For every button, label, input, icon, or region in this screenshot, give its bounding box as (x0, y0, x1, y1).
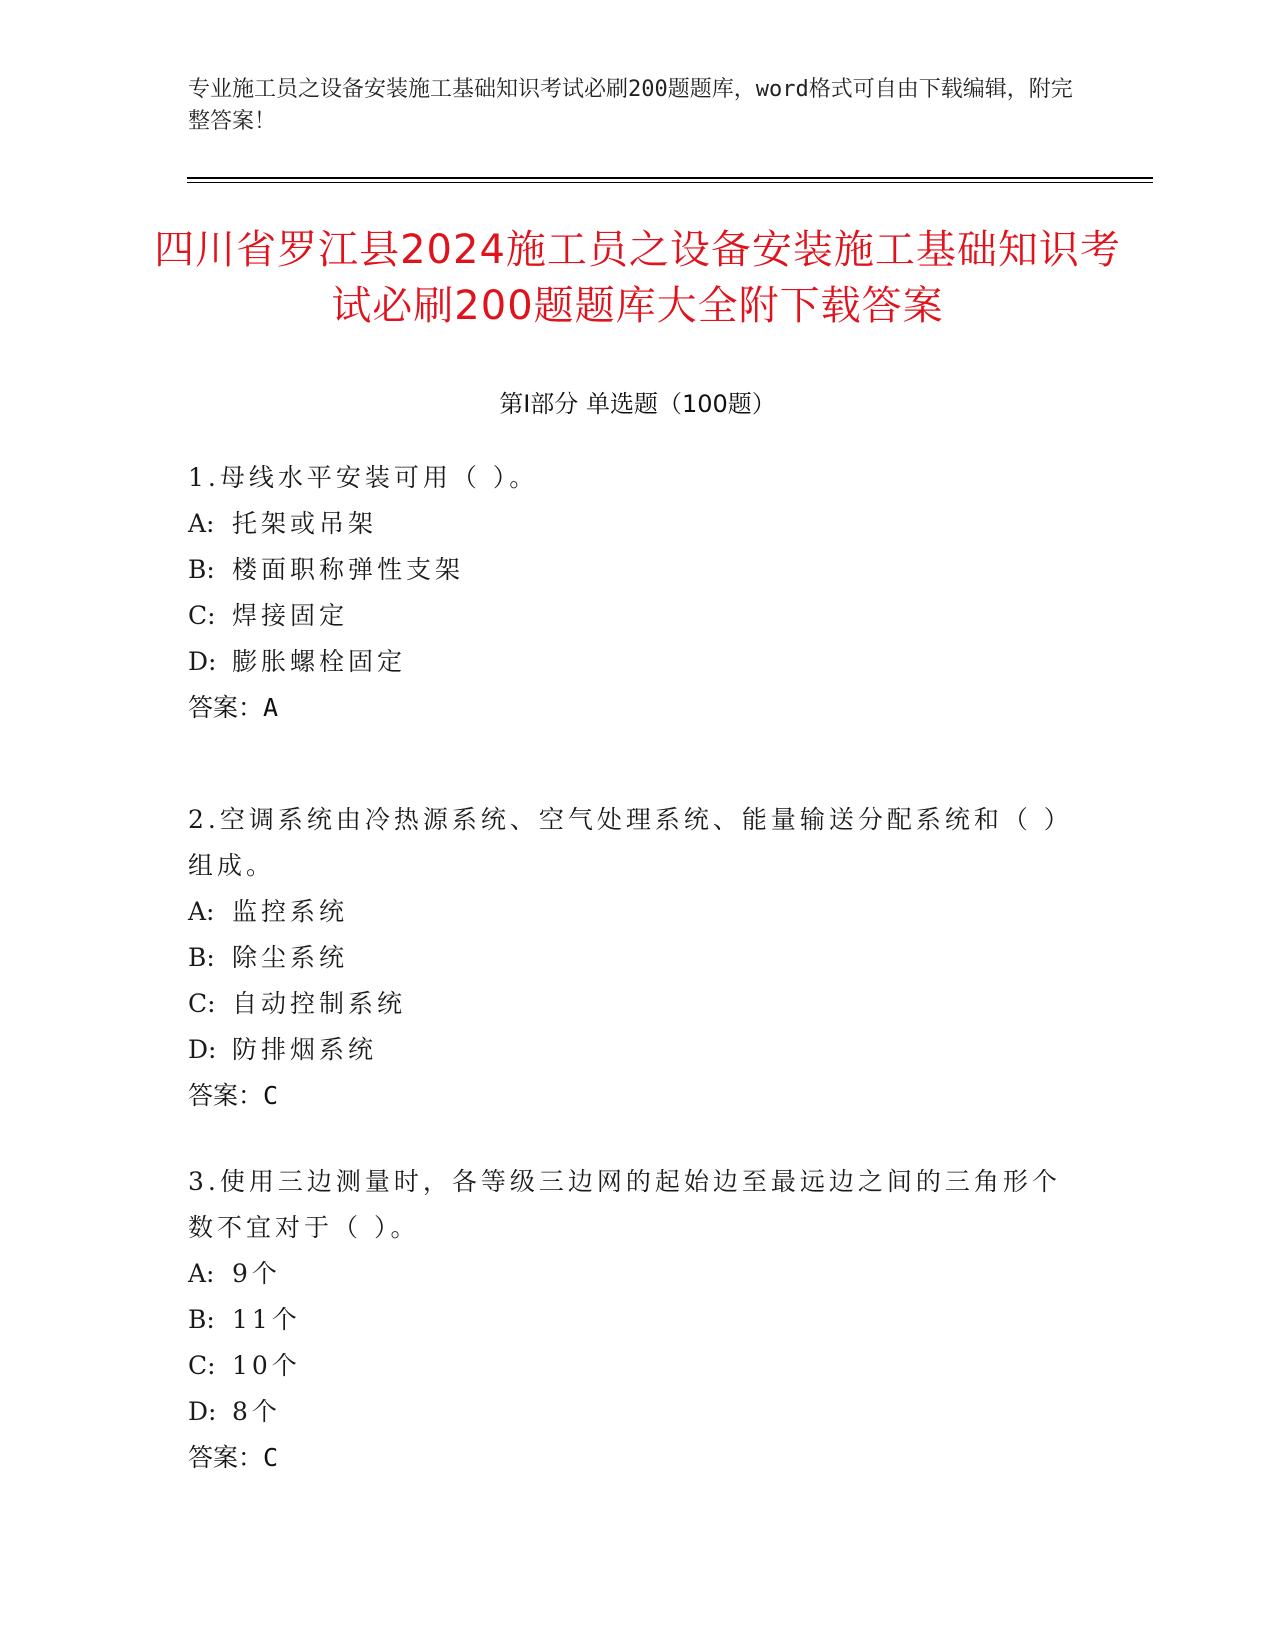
header-note: 专业施工员之设备安装施工基础知识考试必刷200题题库，word格式可自由下载编辑，附完整答案！ (188, 77, 1073, 134)
option-text: 11个 (232, 1305, 301, 1334)
option-text: 焊接固定 (232, 601, 349, 630)
option-text: 监控系统 (232, 897, 349, 926)
option-key: C: (188, 1351, 216, 1380)
answer: 答案：A (188, 693, 279, 722)
answer: 答案：C (188, 1443, 279, 1472)
option-key: C: (188, 989, 216, 1018)
option-b (188, 1297, 1088, 1343)
option-key: D: (188, 1035, 217, 1064)
option-key: A: (188, 1259, 215, 1288)
option-key: B: (188, 1305, 215, 1334)
question-stem: 3.使用三边测量时，各等级三边网的起始边至最远边之间的三角形个数不宜对于（ ）。 (188, 1167, 1061, 1242)
option-text: 除尘系统 (232, 943, 349, 972)
option-text: 10个 (232, 1351, 301, 1380)
question-stem: 2.空调系统由冷热源系统、空气处理系统、能量输送分配系统和（ ）组成。 (188, 805, 1073, 880)
section-title: 第Ⅰ部分 单选题（100题） (499, 390, 776, 418)
question-stem: 1.母线水平安装可用（ ）。 (188, 463, 539, 492)
option-c (188, 981, 1088, 1027)
option-text: 8个 (232, 1397, 281, 1426)
option-text: 自动控制系统 (232, 989, 407, 1018)
question-2 (188, 797, 1088, 1119)
answer: 答案：C (188, 1081, 279, 1110)
header-rule-thin (187, 182, 1153, 183)
option-b (188, 935, 1088, 981)
option-text: 9个 (232, 1259, 281, 1288)
option-key: A: (188, 897, 215, 926)
option-d (188, 1027, 1088, 1073)
question-1 (188, 455, 1088, 731)
header-rule-thick (187, 177, 1153, 179)
option-text: 防排烟系统 (232, 1035, 378, 1064)
option-key: D: (188, 647, 217, 676)
option-key: D: (188, 1397, 217, 1426)
option-b (188, 547, 1088, 593)
option-text: 楼面职称弹性支架 (232, 555, 465, 584)
option-text: 托架或吊架 (232, 509, 378, 538)
option-a (188, 1251, 1088, 1297)
option-c (188, 593, 1088, 639)
option-key: B: (188, 555, 215, 584)
option-key: C: (188, 601, 216, 630)
option-a (188, 889, 1088, 935)
option-c (188, 1343, 1088, 1389)
option-d (188, 1389, 1088, 1435)
option-key: A: (188, 509, 215, 538)
document-title: 四川省罗江县2024施工员之设备安装施工基础知识考试必刷200题题库大全附下载答案 (154, 227, 1121, 329)
option-text: 膨胀螺栓固定 (232, 647, 407, 676)
question-3 (188, 1159, 1088, 1481)
option-key: B: (188, 943, 215, 972)
option-d (188, 639, 1088, 685)
option-a (188, 501, 1088, 547)
